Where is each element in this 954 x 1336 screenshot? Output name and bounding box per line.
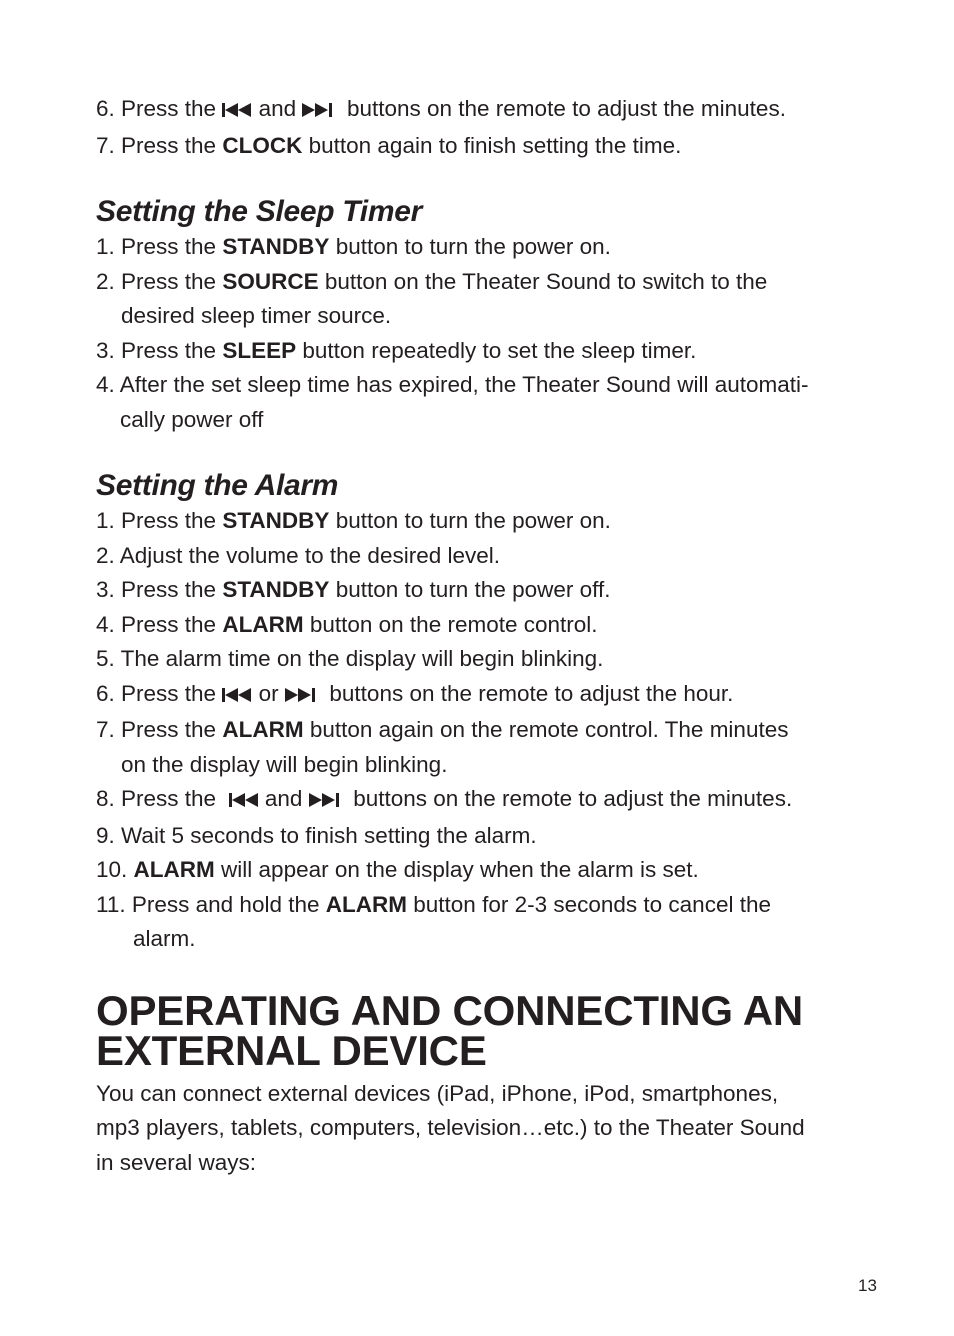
button-name: SOURCE: [222, 268, 319, 294]
step-text: button to turn the power on.: [335, 234, 611, 259]
step-text: After the set sleep time has expired, the Theater Sound will automati-: [119, 372, 809, 397]
step-number: 5.: [96, 646, 115, 671]
button-name: CLOCK: [222, 132, 303, 158]
alarm-step-8: [96, 782, 886, 819]
button-name: SLEEP: [222, 337, 297, 363]
step-text: Press the: [121, 234, 217, 259]
step-text: Press the: [121, 132, 217, 158]
manual-page: [96, 92, 886, 1180]
alarm-step-11-continued: alarm.: [133, 926, 196, 951]
step-text: buttons on the remote to adjust the minutes.: [353, 786, 793, 811]
skip-previous-icon: [222, 679, 252, 714]
step-text: Adjust the volume to the desired level.: [119, 542, 500, 568]
intro-paragraph-line-1: You can connect external devices (iPad, iPhone, iPod, smartphones,: [96, 1080, 779, 1106]
section-title-line-1: OPERATING AND CONNECTING AN: [96, 986, 804, 1034]
step-number: 11.: [96, 891, 126, 917]
skip-previous-icon: [222, 94, 252, 129]
step-text: or: [258, 680, 279, 706]
sleep-step-1: [96, 230, 886, 265]
step-number: 8.: [96, 786, 115, 811]
button-name: ALARM: [325, 891, 407, 917]
step-text: button on the Theater Sound to switch to the: [324, 268, 768, 294]
step-text: Press the: [121, 786, 217, 811]
step-text: button to turn the power off.: [335, 577, 611, 602]
step-number: 6.: [96, 96, 115, 121]
sleep-step-4: [96, 368, 886, 403]
section-title: [96, 986, 886, 1074]
step-number: 1.: [96, 508, 115, 533]
step-text: Press the: [121, 611, 217, 637]
step-number: 10.: [96, 857, 128, 882]
alarm-step-7: [96, 713, 886, 748]
step-number: 9.: [96, 822, 115, 848]
step-text: The alarm time on the display will begin blinking.: [120, 646, 604, 671]
alarm-step-11: [96, 888, 886, 923]
step-number: 4.: [96, 611, 115, 637]
alarm-step-5: [96, 642, 886, 677]
clock-step-6: [96, 92, 886, 129]
intro-paragraph-line-3: in several ways:: [96, 1149, 257, 1175]
clock-step-7: [96, 129, 886, 164]
button-name: STANDBY: [222, 234, 330, 259]
alarm-heading: Setting the Alarm: [96, 469, 339, 502]
skip-next-icon: [302, 94, 334, 129]
skip-previous-icon: [229, 784, 259, 819]
step-number: 3.: [96, 577, 115, 602]
sleep-step-2: [96, 265, 886, 300]
alarm-step-4: [96, 608, 886, 643]
step-text: Press the: [121, 577, 217, 602]
step-number: 3.: [96, 337, 115, 363]
sleep-step-4-continued: cally power off: [120, 406, 264, 432]
step-number: 7.: [96, 717, 115, 742]
step-number: 6.: [96, 680, 115, 706]
button-name: ALARM: [222, 717, 304, 742]
button-name: STANDBY: [222, 508, 330, 533]
alarm-step-9: [96, 819, 886, 854]
sleep-step-3: [96, 334, 886, 369]
step-text: will appear on the display when the alarm is set.: [221, 857, 699, 882]
button-name: ALARM: [133, 857, 215, 882]
alarm-step-1: [96, 504, 886, 539]
sleep-timer-heading: Setting the Sleep Timer: [96, 195, 422, 228]
sleep-step-2-continued: desired sleep timer source.: [121, 303, 392, 328]
alarm-step-6: [96, 677, 886, 714]
step-text: buttons on the remote to adjust the hour.: [329, 680, 734, 706]
alarm-step-2: [96, 539, 886, 574]
step-text: button to turn the power on.: [335, 508, 611, 533]
step-text: button repeatedly to set the sleep timer.: [302, 337, 697, 363]
step-text: Press and hold the: [131, 891, 320, 917]
step-number: 1.: [96, 234, 115, 259]
alarm-step-3: [96, 573, 886, 608]
skip-next-icon: [309, 784, 341, 819]
step-text: button on the remote control.: [309, 611, 598, 637]
intro-paragraph-line-2: mp3 players, tablets, computers, television…etc.) to the Theater Sound: [96, 1115, 805, 1140]
button-name: STANDBY: [222, 577, 330, 602]
section-title-line-2: EXTERNAL DEVICE: [96, 1026, 487, 1074]
step-text: Press the: [121, 717, 217, 742]
step-text: Press the: [121, 268, 217, 294]
step-text: Wait 5 seconds to finish setting the alarm.: [121, 822, 537, 848]
step-text: button for 2-3 seconds to cancel the: [413, 891, 771, 917]
step-number: 4.: [96, 372, 115, 397]
step-number: 2.: [96, 542, 115, 568]
alarm-step-7-continued: on the display will begin blinking.: [121, 751, 448, 777]
step-text: button again to finish setting the time.: [308, 132, 682, 158]
alarm-step-10: [96, 853, 886, 888]
page-number: 13: [858, 1276, 877, 1295]
step-text: Press the: [121, 680, 217, 706]
button-name: ALARM: [222, 611, 304, 637]
step-number: 7.: [96, 132, 115, 158]
skip-next-icon: [285, 679, 317, 714]
step-text: Press the: [121, 96, 217, 121]
step-text: and: [264, 786, 303, 811]
step-text: and: [258, 96, 297, 121]
step-number: 2.: [96, 268, 115, 294]
step-text: Press the: [121, 508, 217, 533]
step-text: buttons on the remote to adjust the minutes.: [346, 96, 786, 121]
step-text: Press the: [121, 337, 217, 363]
step-text: button again on the remote control. The minutes: [309, 717, 789, 742]
